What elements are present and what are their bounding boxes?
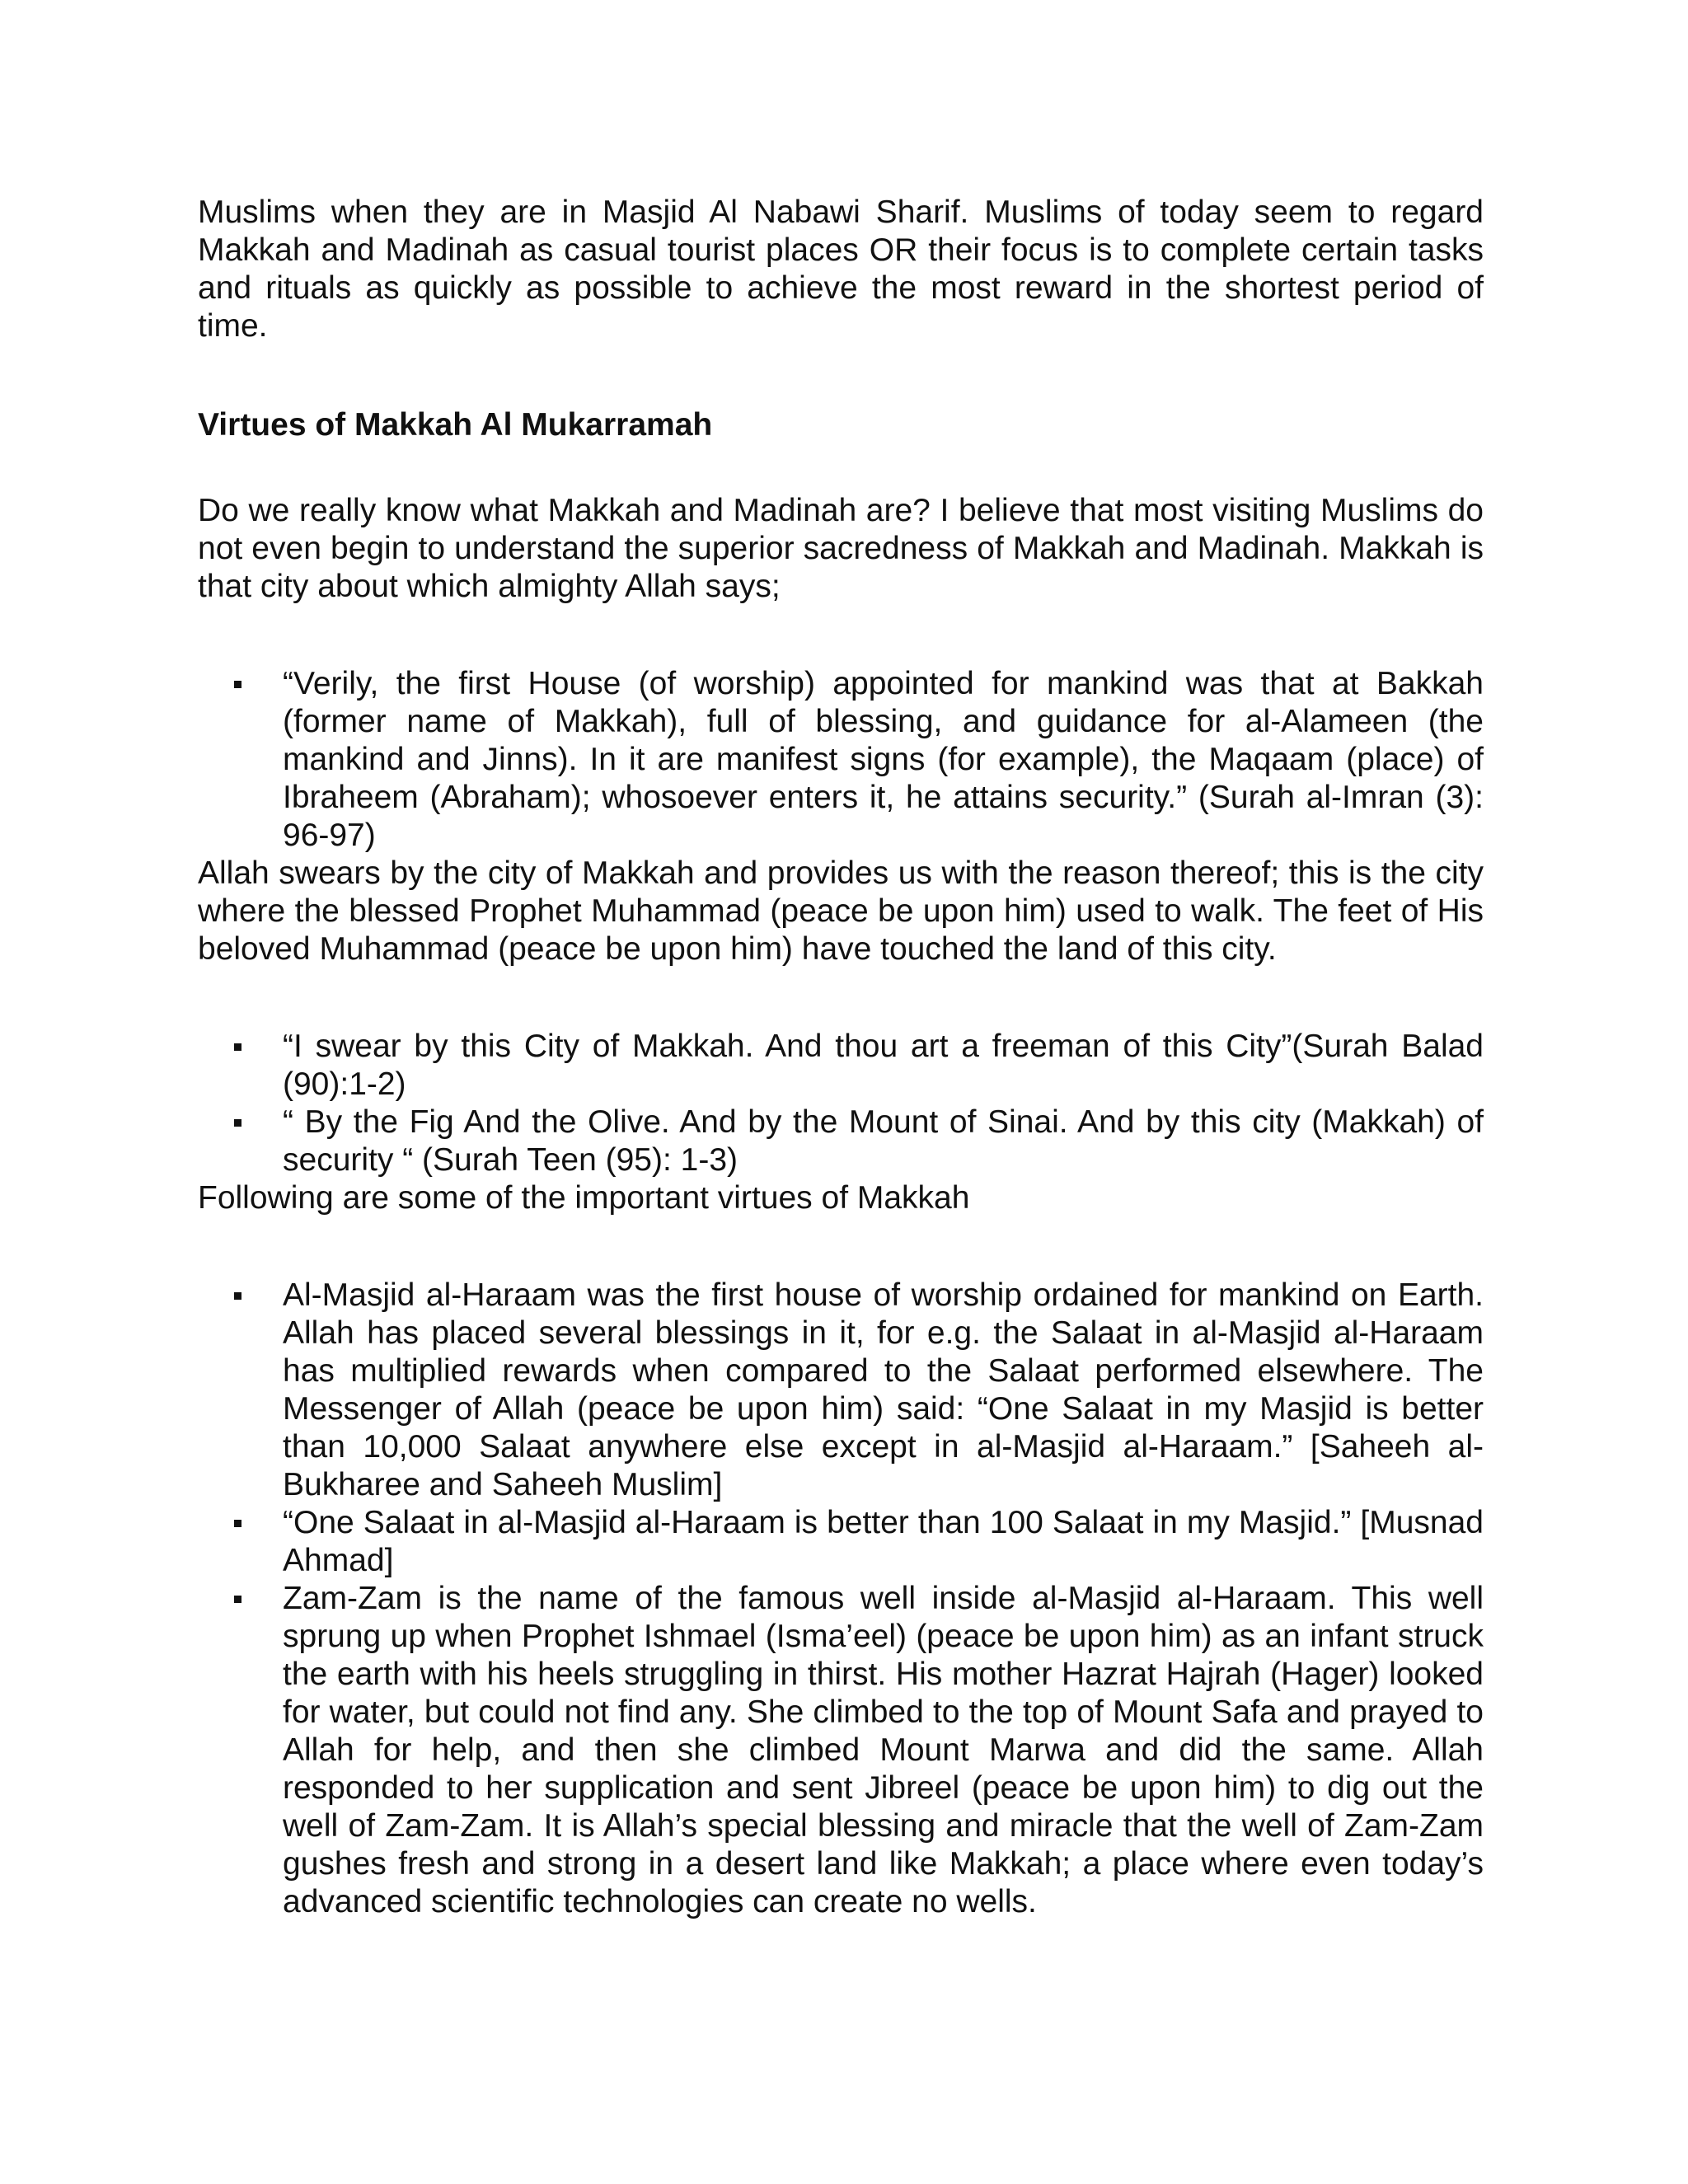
square-bullet-icon xyxy=(234,1043,241,1051)
list-item xyxy=(198,1028,1484,1104)
paragraph-makkah-question: Do we really know what Makkah and Madinah are? I believe that most visiting Muslims do not even begin to understand the superior sacredness of Makkah and Madinah. Makkah is that city about which almighty Allah says; xyxy=(198,493,1484,604)
square-bullet-icon xyxy=(234,1292,241,1300)
intro-paragraph: Muslims when they are in Masjid Al Nabawi Sharif. Muslims of today seem to regard Makkah and Madinah as casual tourist places OR their focus is to complete certain tasks and rituals as quickly as possible to achieve the most reward in the shortest period of time. xyxy=(198,194,1484,344)
square-bullet-icon xyxy=(234,1520,241,1527)
list-item xyxy=(198,1580,1484,1921)
paragraph-allah-swears: Allah swears by the city of Makkah and provides us with the reason thereof; this is the city where the blessed Prophet Muhammad (peace be upon him) used to walk. The feet of His beloved Muhammad (peace be upon him) have touched the land of this city. xyxy=(198,855,1484,967)
oath-verses-list xyxy=(198,1028,1484,1179)
list-item xyxy=(198,1277,1484,1504)
list-item-text: Zam-Zam is the name of the famous well inside al-Masjid al-Haraam. This well sprung up when Prophet Ishmael (Isma’eel) (peace be upon him) as an infant struck the earth with his heels struggling in thirst. His mother Hazrat Hajrah (Hager) looked for water, but could not find any. She climbed to the top of Mount Safa and prayed to Allah for help, and then she climbed Mount Marwa and did the same. Allah responded to her supplication and sent Jibreel (peace be upon him) to dig out the well of Zam-Zam. It is Allah’s special blessing and miracle that the well of Zam-Zam gushes fresh and strong in a desert land like Makkah; a place where even today’s advanced scientific technologies can create no wells. xyxy=(283,1581,1484,1919)
virtues-list xyxy=(198,1277,1484,1921)
paragraph-following-virtues: Following are some of the important virtues of Makkah xyxy=(198,1180,970,1216)
list-item-text: “One Salaat in al-Masjid al-Haraam is better than 100 Salaat in my Masjid.” [Musnad Ahmad] xyxy=(283,1505,1484,1578)
list-item xyxy=(198,1104,1484,1179)
list-item xyxy=(198,665,1484,855)
document-page xyxy=(198,194,1484,1921)
list-item-text: Al-Masjid al-Haraam was the first house of worship ordained for mankind on Earth. Allah has placed several blessings in it, for e.g. the Salaat in al-Masjid al-Haraam has multiplied rewards when compared to the Salaat performed elsewhere. The Messenger of Allah (peace be upon him) said: “One Salaat in my Masjid is better than 10,000 Salaat anywhere else except in al-Masjid al-Haraam.” [Saheeh al-Bukharee and Saheeh Muslim] xyxy=(283,1277,1484,1502)
list-item-text: “Verily, the first House (of worship) appointed for mankind was that at Bakkah (former name of Makkah), full of blessing, and guidance for al-Alameen (the mankind and Jinns). In it are manifest signs (for example), the Maqaam (place) of Ibraheem (Abraham); whosoever enters it, he attains security.” (Surah al-Imran (3): 96-97) xyxy=(283,666,1484,853)
section-heading: Virtues of Makkah Al Mukarramah xyxy=(198,407,713,443)
square-bullet-icon xyxy=(234,1119,241,1127)
square-bullet-icon xyxy=(234,1596,241,1603)
square-bullet-icon xyxy=(234,681,241,688)
quran-quote-list xyxy=(198,665,1484,855)
list-item-text: “I swear by this City of Makkah. And thou art a freeman of this City”(Surah Balad (90):1-2) xyxy=(283,1029,1484,1102)
list-item xyxy=(198,1504,1484,1580)
list-item-text: “ By the Fig And the Olive. And by the Mount of Sinai. And by this city (Makkah) of security “ (Surah Teen (95): 1-3) xyxy=(283,1104,1484,1178)
